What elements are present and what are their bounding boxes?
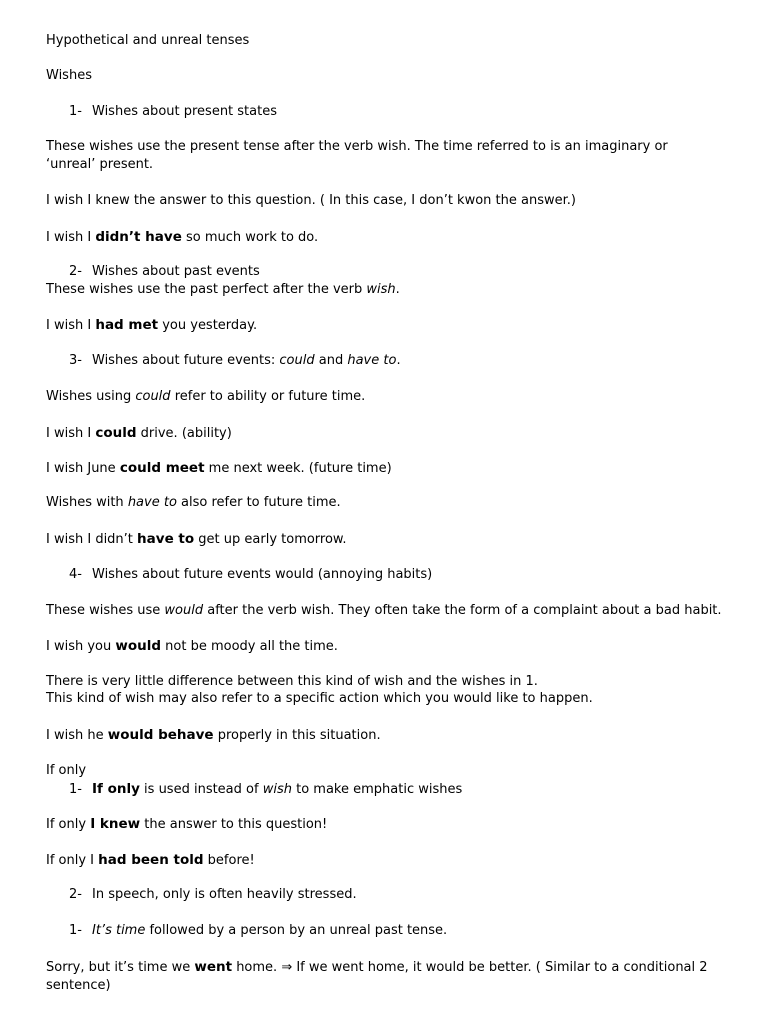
- list-item-text: In speech, only is often heavily stressed.: [92, 887, 357, 902]
- text-span: If only: [46, 817, 91, 832]
- paragraph-difference: There is very little difference between this kind of wish and the wishes in 1.: [46, 674, 538, 689]
- text-span: I wish I didn’t: [46, 532, 138, 547]
- bold-phrase: had met: [95, 317, 159, 333]
- text-span: I wish I: [46, 230, 96, 245]
- list-item-text: Wishes about present states: [92, 104, 277, 119]
- list-item-text: Wishes about future events would (annoying habits): [92, 567, 433, 582]
- italic-phrase: have to: [127, 495, 177, 510]
- list-item-text: Wishes about past events: [92, 264, 260, 279]
- text-span: .: [395, 282, 400, 297]
- list-item-its-time: [69, 922, 708, 940]
- italic-phrase: could: [135, 389, 171, 404]
- list-number: 3-: [69, 353, 82, 368]
- text-span: properly in this situation.: [213, 728, 381, 743]
- bold-phrase: would: [115, 638, 162, 654]
- section-heading-wishes: Wishes: [46, 68, 92, 83]
- list-number: 2-: [69, 264, 82, 279]
- example-sentence: [46, 958, 708, 995]
- text-span: I wish he: [46, 728, 108, 743]
- bold-phrase: didn’t have: [95, 229, 182, 245]
- example-sentence: [46, 530, 708, 549]
- bold-phrase: had been told: [98, 852, 204, 868]
- example-sentence: [46, 637, 708, 656]
- text-span: I wish I: [46, 318, 96, 333]
- bold-phrase: have to: [137, 531, 195, 547]
- text-span: .: [396, 353, 401, 368]
- text-span: me next week. (future time): [204, 461, 392, 476]
- text-span: home. ⇒ If we went home, it would be better. ( Similar to a conditional 2 sentence): [46, 960, 708, 993]
- example-sentence: [46, 726, 708, 745]
- example-sentence: [46, 459, 708, 478]
- list-number: 4-: [69, 567, 82, 582]
- text-span: I wish you: [46, 639, 116, 654]
- text-span: Sorry, but it’s time we: [46, 960, 195, 975]
- text-span: Wishes with: [46, 495, 128, 510]
- text-span: before!: [203, 853, 255, 868]
- text-span: refer to ability or future time.: [170, 389, 366, 404]
- text-span: Wishes using: [46, 389, 136, 404]
- italic-phrase: could: [279, 353, 315, 368]
- example-sentence: [46, 815, 708, 834]
- paragraph-would: [46, 602, 722, 620]
- text-span: These wishes use: [46, 603, 165, 618]
- section-heading-if-only: If only: [46, 763, 87, 778]
- example-sentence: [46, 424, 708, 443]
- paragraph-past-perfect: [46, 281, 708, 299]
- example-sentence: [46, 851, 708, 870]
- bold-phrase: could: [95, 425, 137, 441]
- text-span: and: [314, 353, 348, 368]
- text-span: These wishes use the past perfect after the verb: [46, 282, 367, 297]
- text-span: followed by a person by an unreal past tense.: [145, 923, 448, 938]
- text-span: I wish June: [46, 461, 120, 476]
- italic-phrase: have to: [347, 353, 397, 368]
- list-number: 1-: [69, 782, 82, 797]
- list-item-speech-stress: [69, 886, 708, 904]
- italic-phrase: It’s time: [92, 923, 146, 938]
- list-item-present-states: [69, 103, 708, 121]
- bold-phrase: would behave: [107, 727, 214, 743]
- italic-phrase: would: [164, 603, 204, 618]
- text-span: also refer to future time.: [176, 495, 341, 510]
- text-span: so much work to do.: [181, 230, 319, 245]
- bold-phrase: could meet: [119, 460, 205, 476]
- text-span: not be moody all the time.: [161, 639, 338, 654]
- text-span: to make emphatic wishes: [291, 782, 463, 797]
- text-span: after the verb wish. They often take the form of a complaint about a bad habit.: [203, 603, 722, 618]
- list-item-past-events: [69, 263, 708, 281]
- paragraph-specific-action: This kind of wish may also refer to a specific action which you would like to happen.: [46, 691, 593, 706]
- list-item-future-events: [69, 352, 708, 370]
- document-title: Hypothetical and unreal tenses: [46, 33, 250, 48]
- text-span: the answer to this question!: [140, 817, 328, 832]
- text-span: drive. (ability): [136, 426, 232, 441]
- text-span: is used instead of: [139, 782, 263, 797]
- list-item-annoying-habits: [69, 566, 708, 584]
- text-span: Wishes about future events:: [92, 353, 280, 368]
- italic-phrase: wish: [262, 782, 292, 797]
- bold-phrase: If only: [92, 781, 140, 797]
- list-item-if-only: [69, 780, 708, 799]
- paragraph-could: [46, 388, 708, 406]
- bold-phrase: I knew: [90, 816, 141, 832]
- example-sentence: [46, 316, 708, 335]
- text-span: I wish I: [46, 426, 96, 441]
- bold-phrase: went: [194, 959, 233, 975]
- list-number: 1-: [69, 104, 82, 119]
- example-sentence: I wish I knew the answer to this question. ( In this case, I don’t kwon the answer.): [46, 193, 576, 208]
- list-number: 1-: [69, 923, 82, 938]
- text-span: get up early tomorrow.: [194, 532, 347, 547]
- text-span: If only I: [46, 853, 99, 868]
- paragraph-have-to: [46, 494, 708, 512]
- text-span: you yesterday.: [158, 318, 258, 333]
- italic-phrase: wish: [366, 282, 396, 297]
- paragraph-present-tense: These wishes use the present tense after the verb wish. The time referred to is an imaginary or ‘unreal’ present.: [46, 139, 668, 172]
- list-number: 2-: [69, 887, 82, 902]
- example-sentence: [46, 228, 708, 247]
